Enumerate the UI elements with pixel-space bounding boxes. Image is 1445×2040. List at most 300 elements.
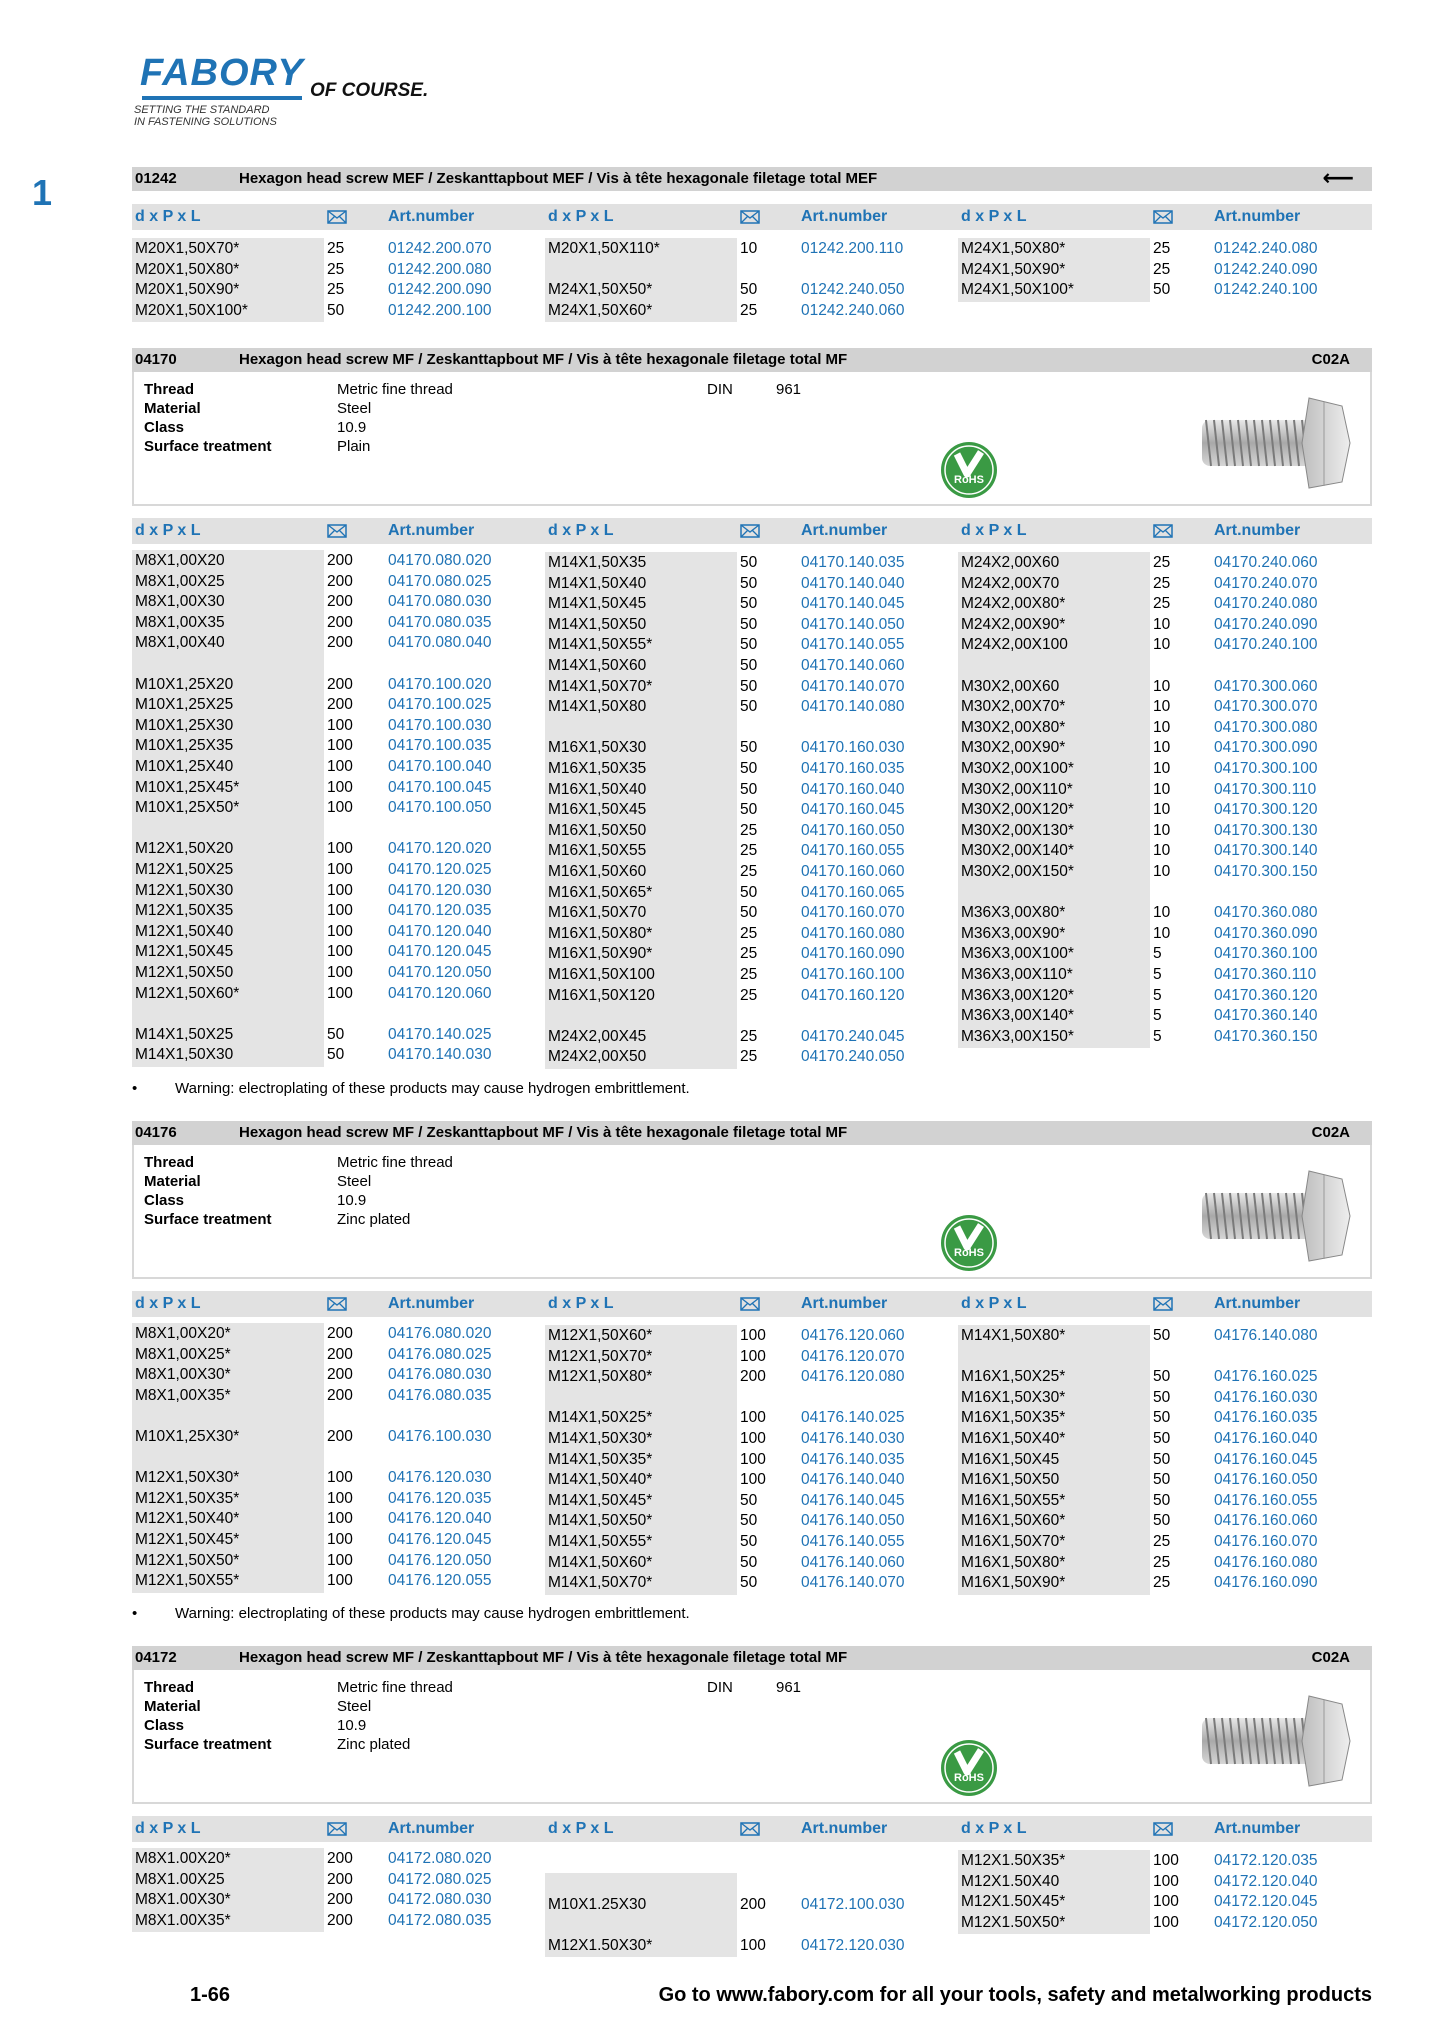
warning-text: Warning: electroplating of these products may cause hydrogen embrittlement.	[175, 1080, 690, 1097]
row-article-number[interactable]: 01242.200.080	[388, 260, 492, 278]
row-article-number[interactable]: 04170.140.025	[388, 1025, 492, 1043]
row-article-number[interactable]: 04176.160.060	[1214, 1512, 1318, 1530]
spec-label-surface: Surface treatment	[144, 1211, 272, 1228]
row-dimension: M8X1.00X20*	[135, 1850, 231, 1867]
row-article-number[interactable]: 04176.120.040	[388, 1510, 492, 1528]
spec-value-class: 10.9	[337, 419, 367, 436]
row-article-number[interactable]: 04172.080.020	[388, 1850, 492, 1867]
row-pack-qty: 100	[327, 840, 353, 858]
row-article-number[interactable]: 04176.120.050	[388, 1551, 492, 1569]
row-pack-qty: 100	[327, 1510, 353, 1528]
row-article-number[interactable]: 04176.120.070	[801, 1347, 905, 1365]
row-article-number[interactable]: 04170.160.065	[801, 883, 905, 901]
row-pack-qty: 200	[327, 1870, 353, 1888]
row-dimension: M12X1,50X50	[135, 964, 234, 981]
row-article-number[interactable]: 04176.140.055	[801, 1533, 905, 1550]
row-pack-qty: 100	[1153, 1872, 1179, 1890]
row-pack-qty: 100	[327, 778, 353, 796]
row-article-number[interactable]: 04176.140.045	[801, 1491, 905, 1509]
row-article-number[interactable]: 04176.120.045	[388, 1531, 492, 1548]
row-dimension: M36X3,00X100*	[961, 945, 1074, 963]
row-article-number[interactable]: 04170.100.050	[388, 799, 492, 817]
row-pack-qty: 100	[327, 984, 353, 1002]
row-article-number[interactable]: 04176.140.040	[801, 1471, 905, 1489]
row-pack-qty: 50	[1153, 1430, 1171, 1447]
row-pack-qty: 5	[1153, 945, 1162, 963]
column-header-art: Art.number	[388, 1820, 475, 1837]
row-dimension: M14X1,50X55*	[548, 1533, 653, 1550]
row-article-number[interactable]: 01242.200.090	[388, 281, 492, 299]
row-pack-qty: 50	[740, 677, 758, 695]
row-pack-qty: 10	[1153, 924, 1171, 942]
rohs-label: RoHS	[954, 1772, 984, 1784]
row-dimension: M12X1,50X40*	[135, 1510, 240, 1528]
row-article-number[interactable]: 04170.300.140	[1214, 842, 1318, 860]
spec-value-thread: Metric fine thread	[337, 1154, 453, 1171]
row-dimension: M8X1.00X35*	[135, 1911, 231, 1929]
row-pack-qty: 100	[327, 943, 353, 961]
row-pack-qty: 200	[327, 552, 353, 569]
column-header-dims: d x P x L	[961, 1820, 1027, 1837]
spec-label-class: Class	[144, 1192, 185, 1209]
row-dimension: M24X2,00X50	[548, 1048, 647, 1066]
row-article-number[interactable]: 04170.160.080	[801, 924, 905, 942]
row-article-number[interactable]: 04170.080.040	[388, 634, 492, 652]
product-info-box	[132, 1145, 1372, 1279]
row-article-number[interactable]: 04170.140.055	[801, 636, 905, 654]
column-header-row	[132, 1291, 1372, 1317]
row-article-number[interactable]: 04170.360.110	[1214, 966, 1317, 983]
product-info-box	[132, 372, 1372, 506]
row-dimension: M14X1,50X30	[135, 1046, 234, 1064]
row-article-number[interactable]: 04176.140.050	[801, 1512, 905, 1530]
envelope-icon	[327, 210, 347, 224]
row-pack-qty: 100	[327, 1551, 353, 1569]
row-article-number[interactable]: 04170.240.050	[801, 1048, 905, 1066]
row-pack-qty: 10	[1153, 760, 1171, 777]
row-dimension: M10X1,25X35	[135, 737, 234, 755]
row-pack-qty: 100	[327, 1531, 353, 1548]
row-pack-qty: 200	[740, 1895, 766, 1913]
row-pack-qty: 100	[327, 716, 353, 734]
row-article-number[interactable]: 04176.100.030	[388, 1428, 492, 1445]
row-article-number[interactable]: 04170.140.050	[801, 615, 905, 633]
row-article-number[interactable]: 04170.100.035	[388, 737, 492, 755]
row-dimension: M36X3,00X150*	[961, 1027, 1074, 1045]
column-header-dims: d x P x L	[548, 208, 614, 225]
row-article-number[interactable]: 04176.120.055	[388, 1572, 492, 1590]
row-article-number[interactable]: 04176.160.035	[1214, 1409, 1318, 1427]
row-pack-qty: 100	[327, 861, 353, 878]
row-pack-qty: 5	[1153, 986, 1162, 1004]
section-header	[132, 1121, 1372, 1145]
spec-label-thread: Thread	[144, 1679, 195, 1696]
section-code: 04176	[135, 1124, 177, 1141]
row-pack-qty: 25	[740, 842, 758, 860]
row-pack-qty: 10	[1153, 718, 1171, 736]
row-article-number[interactable]: 04170.140.080	[801, 698, 905, 716]
row-article-number[interactable]: 04172.120.040	[1214, 1872, 1318, 1890]
row-article-number[interactable]: 04172.080.025	[388, 1870, 492, 1888]
logo-wordmark: FABORY	[140, 52, 304, 94]
row-article-number[interactable]: 04176.120.035	[388, 1489, 492, 1507]
row-pack-qty: 50	[1153, 1368, 1171, 1386]
product-info-box	[132, 1670, 1372, 1804]
row-pack-qty: 50	[1153, 1471, 1171, 1489]
row-article-number[interactable]: 01242.200.100	[388, 301, 492, 319]
row-article-number[interactable]: 04170.100.025	[388, 696, 492, 714]
spec-value-class: 10.9	[337, 1192, 367, 1209]
row-article-number[interactable]: 04170.140.040	[801, 574, 905, 592]
row-dimension: M36X3,00X80*	[961, 904, 1066, 922]
row-article-number[interactable]: 04170.080.030	[388, 593, 492, 611]
row-article-number[interactable]: 04176.120.080	[801, 1368, 905, 1386]
row-dimension: M16X1,50X60	[548, 863, 647, 880]
row-dimension: M8X1,00X30	[135, 593, 225, 611]
row-article-number[interactable]: 04176.140.035	[801, 1450, 905, 1468]
spec-label-surface: Surface treatment	[144, 1736, 272, 1753]
row-dimension: M16X1,50X80*	[548, 924, 653, 942]
envelope-icon	[740, 1822, 760, 1836]
envelope-icon	[327, 524, 347, 538]
row-dimension: M30X2,00X60	[961, 677, 1060, 695]
row-article-number[interactable]: 04170.160.100	[801, 966, 905, 983]
row-dimension: M12X1.50X50*	[961, 1913, 1066, 1931]
row-article-number[interactable]: 01242.240.080	[1214, 240, 1318, 257]
row-article-number[interactable]: 04170.300.110	[1214, 780, 1317, 798]
row-pack-qty: 25	[740, 863, 758, 880]
row-article-number[interactable]: 04170.160.040	[801, 780, 905, 798]
row-dimension: M16X1,50X40*	[961, 1430, 1066, 1447]
row-dimension: M10X1,25X30*	[135, 1428, 240, 1445]
row-pack-qty: 25	[1153, 260, 1171, 278]
page-number: 1-66	[190, 1984, 231, 2006]
row-pack-qty: 25	[1153, 1553, 1171, 1571]
row-article-number[interactable]: 04170.160.055	[801, 842, 905, 860]
row-pack-qty: 100	[740, 1471, 766, 1489]
row-article-number[interactable]: 04170.360.150	[1214, 1027, 1318, 1045]
rohs-label: RoHS	[954, 474, 984, 486]
row-pack-qty: 100	[740, 1327, 766, 1344]
row-article-number[interactable]: 04170.140.060	[801, 657, 905, 674]
row-pack-qty: 50	[740, 698, 758, 716]
row-article-number[interactable]: 04170.120.060	[388, 984, 492, 1002]
row-article-number[interactable]: 04172.120.035	[1214, 1852, 1318, 1869]
row-pack-qty: 200	[327, 613, 353, 631]
row-article-number[interactable]: 01242.200.070	[388, 240, 492, 257]
row-dimension: M36X3,00X110*	[961, 966, 1073, 983]
row-article-number[interactable]: 04176.160.080	[1214, 1553, 1318, 1571]
row-article-number[interactable]: 04176.140.080	[1214, 1327, 1318, 1344]
row-article-number[interactable]: 01242.240.100	[1214, 281, 1318, 299]
row-dimension: M24X1,50X90*	[961, 260, 1066, 278]
row-article-number[interactable]: 04176.160.040	[1214, 1430, 1318, 1447]
row-article-number[interactable]: 04170.160.090	[801, 945, 905, 963]
row-pack-qty: 10	[1153, 739, 1171, 757]
row-dimension: M12X1,50X70*	[548, 1347, 653, 1365]
row-article-number[interactable]: 04170.240.080	[1214, 595, 1318, 613]
envelope-icon	[740, 1297, 760, 1311]
row-article-number[interactable]: 04176.140.060	[801, 1553, 905, 1571]
row-article-number[interactable]: 04170.140.045	[801, 595, 905, 613]
row-pack-qty: 200	[327, 1428, 353, 1445]
envelope-icon	[740, 524, 760, 538]
row-article-number[interactable]: 04170.300.120	[1214, 801, 1318, 819]
column-header-dims: d x P x L	[961, 208, 1027, 225]
row-dimension: M12X1,50X60*	[135, 984, 240, 1002]
row-article-number[interactable]: 04170.120.030	[388, 881, 492, 899]
row-article-number[interactable]: 04170.160.050	[801, 821, 905, 839]
row-article-number[interactable]: 04170.300.070	[1214, 698, 1318, 716]
spec-label-class: Class	[144, 419, 185, 436]
row-article-number[interactable]: 04176.160.050	[1214, 1471, 1318, 1489]
row-pack-qty: 50	[1153, 281, 1171, 299]
column-header-art: Art.number	[801, 208, 888, 225]
row-pack-qty: 25	[740, 301, 758, 319]
column-header-art: Art.number	[1214, 1295, 1301, 1312]
row-pack-qty: 200	[740, 1368, 766, 1386]
row-article-number[interactable]: 04170.300.060	[1214, 677, 1318, 695]
row-dimension: M10X1,25X30	[135, 716, 234, 734]
row-article-number[interactable]: 04172.120.050	[1214, 1913, 1318, 1931]
row-pack-qty: 10	[1153, 842, 1171, 860]
spec-label-surface: Surface treatment	[144, 438, 272, 455]
row-article-number[interactable]: 04170.240.060	[1214, 554, 1318, 571]
row-pack-qty: 10	[1153, 780, 1171, 798]
section-tag: C02A	[1311, 1649, 1350, 1666]
row-article-number[interactable]: 04170.100.045	[388, 778, 492, 796]
row-article-number[interactable]: 04176.120.030	[388, 1469, 492, 1487]
row-dimension: M14X1,50X25	[135, 1025, 234, 1043]
row-article-number[interactable]: 04170.120.045	[388, 943, 492, 961]
row-pack-qty: 50	[740, 739, 758, 757]
row-article-number[interactable]: 04172.100.030	[801, 1895, 905, 1913]
spec-value-material: Steel	[337, 1698, 372, 1715]
row-article-number[interactable]: 04170.300.150	[1214, 863, 1318, 880]
row-dimension: M12X1.50X35*	[961, 1852, 1066, 1869]
row-dimension: M12X1,50X55*	[135, 1572, 240, 1590]
row-article-number[interactable]: 04176.160.070	[1214, 1533, 1318, 1550]
row-pack-qty: 50	[327, 301, 345, 319]
row-pack-qty: 100	[327, 1489, 353, 1507]
row-pack-qty: 25	[327, 260, 345, 278]
back-arrow-icon[interactable]: ⟵	[1322, 165, 1354, 190]
row-dimension: M20X1,50X90*	[135, 281, 240, 299]
row-article-number[interactable]: 04176.160.045	[1214, 1450, 1318, 1468]
row-pack-qty: 50	[740, 657, 758, 674]
row-article-number[interactable]: 01242.240.090	[1214, 260, 1318, 278]
section-tag: C02A	[1311, 351, 1350, 368]
row-pack-qty: 100	[740, 1936, 766, 1954]
row-article-number[interactable]: 04176.140.030	[801, 1430, 905, 1447]
row-pack-qty: 200	[327, 1386, 353, 1404]
row-pack-qty: 25	[327, 281, 345, 299]
row-article-number[interactable]: 04170.100.030	[388, 716, 492, 734]
row-article-number[interactable]: 01242.200.110	[801, 240, 904, 257]
row-article-number[interactable]: 04170.360.080	[1214, 904, 1318, 922]
row-article-number[interactable]: 04172.080.030	[388, 1891, 492, 1909]
row-article-number[interactable]: 04170.300.130	[1214, 821, 1318, 839]
row-article-number[interactable]: 04176.160.030	[1214, 1388, 1318, 1406]
row-pack-qty: 100	[1153, 1852, 1179, 1869]
row-pack-qty: 10	[1153, 698, 1171, 716]
row-pack-qty: 10	[1153, 904, 1171, 922]
row-pack-qty: 25	[327, 240, 345, 257]
row-pack-qty: 100	[1153, 1893, 1179, 1911]
row-article-number[interactable]: 04170.160.035	[801, 760, 905, 777]
row-pack-qty: 25	[1153, 574, 1171, 592]
row-dimension: M24X1,50X100*	[961, 281, 1074, 299]
row-dimension: M24X2,00X60	[961, 554, 1060, 571]
row-article-number[interactable]: 04170.080.035	[388, 613, 492, 631]
row-dimension: M16X1,50X100	[548, 966, 655, 983]
spec-value-material: Steel	[337, 1173, 372, 1190]
row-article-number[interactable]: 04176.080.020	[388, 1325, 492, 1342]
row-article-number[interactable]: 04170.240.070	[1214, 574, 1318, 592]
row-article-number[interactable]: 04170.160.045	[801, 801, 905, 819]
row-article-number[interactable]: 04170.080.020	[388, 552, 492, 569]
row-article-number[interactable]: 04170.160.030	[801, 739, 905, 757]
row-pack-qty: 50	[1153, 1450, 1171, 1468]
column-header-dims: d x P x L	[548, 1295, 614, 1312]
column-header-dims: d x P x L	[961, 1295, 1027, 1312]
row-pack-qty: 200	[327, 696, 353, 714]
row-article-number[interactable]: 04170.100.020	[388, 675, 492, 693]
row-article-number[interactable]: 04170.120.035	[388, 902, 492, 920]
spec-value-material: Steel	[337, 400, 372, 417]
din-number: 961	[776, 381, 802, 398]
row-dimension: M16X1,50X70*	[961, 1533, 1066, 1550]
row-article-number[interactable]: 04172.120.030	[801, 1936, 905, 1954]
row-dimension: M24X2,00X90*	[961, 615, 1066, 633]
row-pack-qty: 25	[740, 1027, 758, 1045]
row-dimension: M16X1,50X40	[548, 780, 647, 798]
row-article-number[interactable]: 04170.300.090	[1214, 739, 1318, 757]
row-dimension: M14X1,50X60	[548, 657, 647, 674]
row-article-number[interactable]: 04170.240.045	[801, 1027, 905, 1045]
row-dimension: M14X1,50X35	[548, 554, 647, 571]
row-dimension: M12X1,50X80*	[548, 1368, 653, 1386]
row-article-number[interactable]: 04170.140.035	[801, 554, 905, 571]
row-article-number[interactable]: 04176.120.060	[801, 1327, 905, 1344]
section-code: 04170	[135, 351, 177, 368]
chapter-number: 1	[32, 172, 53, 213]
logo-tagline-2: IN FASTENING SOLUTIONS	[134, 116, 277, 128]
row-dimension: M36X3,00X140*	[961, 1007, 1074, 1025]
row-pack-qty: 50	[740, 760, 758, 777]
row-dimension: M10X1.25X30	[548, 1895, 647, 1913]
row-article-number[interactable]: 04170.360.140	[1214, 1007, 1318, 1025]
row-pack-qty: 25	[1153, 1533, 1171, 1550]
row-article-number[interactable]: 04170.300.080	[1214, 718, 1318, 736]
row-article-number[interactable]: 04170.160.120	[801, 986, 905, 1004]
row-pack-qty: 100	[740, 1450, 766, 1468]
row-dimension: M30X2,00X110*	[961, 780, 1073, 798]
row-article-number[interactable]: 04170.360.090	[1214, 924, 1318, 942]
row-pack-qty: 25	[740, 966, 758, 983]
row-article-number[interactable]: 04176.080.035	[388, 1386, 492, 1404]
row-article-number[interactable]: 04170.160.060	[801, 863, 905, 880]
row-article-number[interactable]: 04170.080.025	[388, 572, 492, 590]
row-dimension: M14X1,50X55*	[548, 636, 653, 654]
row-article-number[interactable]: 04170.360.120	[1214, 986, 1318, 1004]
row-dimension: M24X2,00X80*	[961, 595, 1066, 613]
row-article-number[interactable]: 04170.240.090	[1214, 615, 1318, 633]
row-dimension: M16X1,50X55*	[961, 1491, 1066, 1509]
column-header-art: Art.number	[801, 522, 888, 539]
spec-label-thread: Thread	[144, 381, 195, 398]
row-article-number[interactable]: 04170.120.040	[388, 922, 492, 940]
row-article-number[interactable]: 01242.240.050	[801, 281, 905, 299]
row-article-number[interactable]: 04176.160.090	[1214, 1574, 1318, 1592]
row-article-number[interactable]: 04172.080.035	[388, 1911, 492, 1929]
section-title: Hexagon head screw MF / Zeskanttapbout MF / Vis à tête hexagonale filetage total MF	[239, 1124, 848, 1141]
row-article-number[interactable]: 04176.160.025	[1214, 1368, 1318, 1386]
row-article-number[interactable]: 04170.140.030	[388, 1046, 492, 1064]
row-pack-qty: 200	[327, 1325, 353, 1342]
row-pack-qty: 200	[327, 593, 353, 611]
envelope-icon	[1153, 1822, 1173, 1836]
row-pack-qty: 10	[1153, 863, 1171, 880]
section-tag: C02A	[1311, 1124, 1350, 1141]
row-dimension: M12X1.50X30*	[548, 1936, 653, 1954]
row-pack-qty: 200	[327, 1911, 353, 1929]
row-article-number[interactable]: 04176.140.070	[801, 1574, 905, 1592]
row-article-number[interactable]: 04176.160.055	[1214, 1491, 1318, 1509]
row-dimension: M16X1,50X60*	[961, 1512, 1066, 1530]
row-article-number[interactable]: 04170.300.100	[1214, 760, 1318, 777]
column-header-art: Art.number	[1214, 522, 1301, 539]
row-article-number[interactable]: 04170.120.025	[388, 861, 492, 878]
bolt-image	[1194, 1161, 1354, 1271]
spec-value-surface: Zinc plated	[337, 1736, 411, 1753]
row-article-number[interactable]: 04172.120.045	[1214, 1893, 1318, 1911]
row-article-number[interactable]: 04176.080.025	[388, 1345, 492, 1363]
section-title: Hexagon head screw MEF / Zeskanttapbout MEF / Vis à tête hexagonale filetage total MEF	[239, 170, 878, 187]
row-pack-qty: 50	[740, 554, 758, 571]
row-dimension: M10X1,25X45*	[135, 778, 240, 796]
row-dimension: M30X2,00X100*	[961, 760, 1074, 777]
row-article-number[interactable]: 04170.120.050	[388, 964, 492, 981]
row-dimension: M16X1,50X30	[548, 739, 647, 757]
row-dimension: M14X1,50X70*	[548, 677, 653, 695]
row-dimension: M20X1,50X70*	[135, 240, 240, 257]
row-dimension: M24X2,00X70	[961, 574, 1060, 592]
row-article-number[interactable]: 04170.240.100	[1214, 636, 1318, 654]
row-article-number[interactable]: 04170.160.070	[801, 904, 905, 922]
column-header-dims: d x P x L	[135, 208, 201, 225]
spec-value-thread: Metric fine thread	[337, 381, 453, 398]
row-article-number[interactable]: 01242.240.060	[801, 301, 905, 319]
row-article-number[interactable]: 04176.080.030	[388, 1366, 492, 1384]
rohs-icon	[939, 1738, 999, 1798]
logo-slogan: OF COURSE.	[310, 80, 429, 101]
row-article-number[interactable]: 04170.140.070	[801, 677, 905, 695]
row-pack-qty: 100	[740, 1409, 766, 1427]
row-dimension: M14X1,50X80*	[961, 1327, 1066, 1344]
row-article-number[interactable]: 04170.360.100	[1214, 945, 1318, 963]
row-pack-qty: 200	[327, 1345, 353, 1363]
row-pack-qty: 200	[327, 675, 353, 693]
row-article-number[interactable]: 04176.140.025	[801, 1409, 905, 1427]
row-pack-qty: 50	[740, 780, 758, 798]
row-pack-qty: 25	[740, 1048, 758, 1066]
section-title: Hexagon head screw MF / Zeskanttapbout MF / Vis à tête hexagonale filetage total MF	[239, 1649, 848, 1666]
row-dimension: M12X1,50X45	[135, 943, 234, 961]
row-article-number[interactable]: 04170.100.040	[388, 758, 492, 775]
din-number: 961	[776, 1679, 802, 1696]
row-article-number[interactable]: 04170.120.020	[388, 840, 492, 858]
